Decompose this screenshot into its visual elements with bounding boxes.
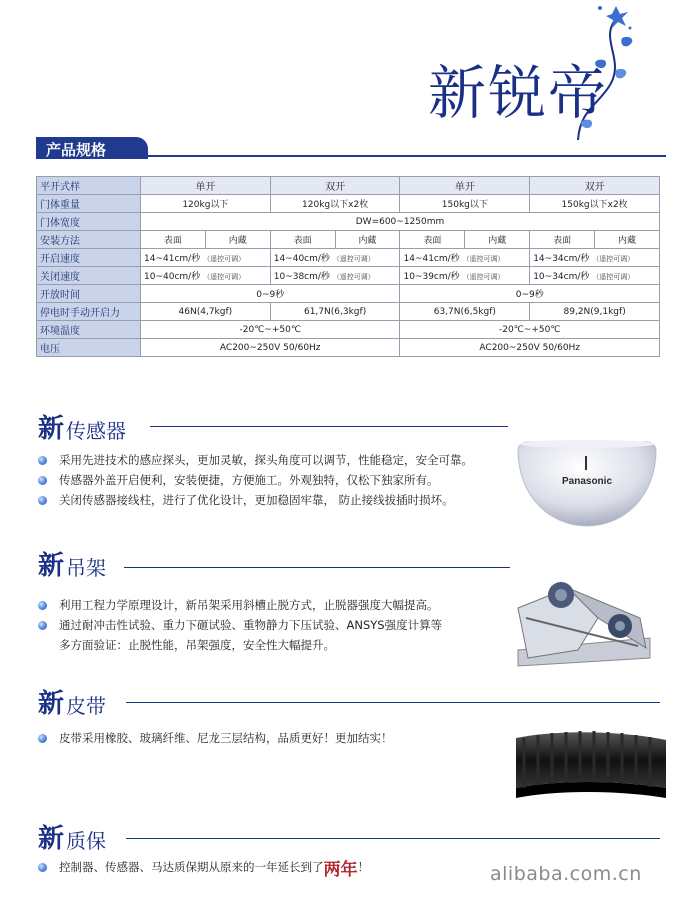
table-cell: DW=600~1250mm	[141, 213, 660, 231]
table-cell: 双开	[530, 177, 660, 195]
warranty-bullet-list	[38, 857, 369, 880]
table-cell	[270, 249, 400, 267]
cell-value: 10~39cm/秒	[403, 272, 460, 282]
list-item-text: 利用工程力学原理设计，新吊架采用斜槽止脱方式，止脱器强度大幅提高。	[59, 598, 439, 612]
table-cell: 120kg以下	[141, 195, 271, 213]
table-cell: 150kg以下	[400, 195, 530, 213]
table-cell	[530, 249, 660, 267]
table-cell: AC200~250V 50/60Hz	[400, 339, 660, 357]
table-row	[37, 321, 660, 339]
table-row	[37, 285, 660, 303]
belt-bullet-list	[38, 728, 393, 748]
list-item-text: 采用先进技术的感应探头，更加灵敏，探头角度可以调节，性能稳定，安全可靠。	[59, 453, 473, 467]
list-item-text: 通过耐冲击性试验、重力下砸试验、重物静力下压试验、ANSYS强度计算等	[59, 618, 443, 632]
row-label: 门体重量	[37, 195, 141, 213]
row-label: 开放时间	[37, 285, 141, 303]
table-cell	[530, 267, 660, 285]
list-item-continuation: 多方面验证：止脱性能，吊架强度，安全性大幅提升。	[59, 638, 335, 652]
cell-value: 14~41cm/秒	[403, 254, 460, 264]
sensor-bullet-list	[38, 450, 473, 510]
table-cell: 内藏	[205, 231, 270, 249]
table-row	[37, 249, 660, 267]
watermark: alibaba.com.cn	[490, 863, 642, 885]
section-title-new: 新	[38, 414, 65, 444]
table-row	[37, 267, 660, 285]
bullet-icon	[38, 476, 47, 485]
table-cell: -20℃~+50℃	[141, 321, 400, 339]
section-title-text: 质保	[66, 829, 107, 853]
bullet-icon	[38, 601, 47, 610]
row-label: 安装方法	[37, 231, 141, 249]
table-cell: 双开	[270, 177, 400, 195]
bullet-icon	[38, 734, 47, 743]
sensor-section-title	[38, 408, 126, 442]
table-row	[37, 177, 660, 195]
list-item-text-end: ！	[357, 860, 369, 874]
table-row	[37, 339, 660, 357]
spec-divider	[146, 155, 666, 157]
hanger-section-title	[38, 545, 106, 579]
brand-title: 新锐帝	[428, 59, 609, 127]
list-item	[38, 470, 473, 490]
cell-note: （遥控可调）	[592, 255, 635, 263]
list-item	[38, 450, 473, 470]
table-cell: 表面	[270, 231, 335, 249]
section-title-text: 传感器	[66, 419, 127, 443]
table-row	[37, 231, 660, 249]
hanger-bullet-list	[38, 595, 442, 655]
row-label: 关闭速度	[37, 267, 141, 285]
belt-section-title	[38, 683, 106, 717]
list-item-text: 控制器、传感器、马达质保期从原来的一年延长到了	[59, 860, 324, 874]
list-item	[38, 595, 442, 615]
table-cell: 内藏	[595, 231, 660, 249]
sensor-product-image	[512, 436, 662, 531]
list-item-text: 皮带采用橡胶、玻璃纤维、尼龙三层结构，品质更好！更加结实！	[59, 731, 393, 745]
table-cell	[141, 267, 271, 285]
section-divider	[124, 567, 510, 568]
cell-note: （遥控可调）	[462, 255, 505, 263]
spec-section-header	[36, 137, 666, 159]
table-cell: 63,7N(6,5kgf)	[400, 303, 530, 321]
table-cell: 表面	[141, 231, 206, 249]
section-title-new: 新	[38, 689, 65, 719]
table-cell: 单开	[141, 177, 271, 195]
table-cell: 表面	[530, 231, 595, 249]
cell-value: 10~40cm/秒	[144, 272, 201, 282]
table-cell: 150kg以下x2枚	[530, 195, 660, 213]
table-cell: 内藏	[335, 231, 400, 249]
bullet-icon	[38, 496, 47, 505]
cell-note: （遥控可调）	[462, 273, 505, 281]
table-cell: 表面	[400, 231, 465, 249]
cell-note: （遥控可调）	[592, 273, 635, 281]
hanger-product-image	[508, 578, 658, 668]
sensor-brand-label: Panasonic	[561, 476, 613, 487]
emphasis-text: 两年	[323, 859, 358, 880]
list-item	[38, 857, 369, 880]
table-cell	[270, 267, 400, 285]
table-cell: 89,2N(9,1kgf)	[530, 303, 660, 321]
section-divider	[126, 702, 660, 703]
table-cell: 61,7N(6,3kgf)	[270, 303, 400, 321]
cell-value: 14~40cm/秒	[273, 254, 330, 264]
bullet-icon	[38, 456, 47, 465]
table-cell: 0~9秒	[141, 285, 400, 303]
bullet-icon	[38, 621, 47, 630]
section-divider	[126, 838, 660, 839]
list-item	[38, 615, 442, 635]
table-cell: 单开	[400, 177, 530, 195]
warranty-section-title	[38, 818, 106, 852]
row-label: 停电时手动开启力	[37, 303, 141, 321]
cell-note: （遥控可调）	[332, 273, 375, 281]
table-cell: -20℃~+50℃	[400, 321, 660, 339]
section-title-text: 吊架	[66, 556, 107, 580]
table-cell	[141, 249, 271, 267]
section-title-text: 皮带	[66, 694, 107, 718]
section-title-new: 新	[38, 824, 65, 854]
cell-note: （遥控可调）	[203, 273, 246, 281]
list-item-text: 关闭传感器接线柱，进行了优化设计，更加稳固牢靠， 防止接线拔插时损坏。	[59, 493, 454, 507]
belt-product-image	[516, 718, 666, 818]
list-item	[38, 490, 473, 510]
row-label: 门体宽度	[37, 213, 141, 231]
list-item-text: 传感器外盖开启便利，安装便捷，方便施工。外观独特，仅松下独家所有。	[59, 473, 439, 487]
cell-value: 14~34cm/秒	[533, 254, 590, 264]
table-row	[37, 195, 660, 213]
bullet-icon	[38, 863, 47, 872]
table-row	[37, 303, 660, 321]
list-item	[38, 728, 393, 748]
row-label: 电压	[37, 339, 141, 357]
spec-tab-label: 产品规格	[36, 137, 148, 159]
table-cell: 0~9秒	[400, 285, 660, 303]
cell-value: 14~41cm/秒	[144, 254, 201, 264]
row-label: 开启速度	[37, 249, 141, 267]
table-cell	[400, 249, 530, 267]
section-title-new: 新	[38, 551, 65, 581]
table-cell: 120kg以下x2枚	[270, 195, 400, 213]
cell-value: 10~38cm/秒	[273, 272, 330, 282]
spec-table	[36, 176, 660, 357]
table-cell	[400, 267, 530, 285]
table-cell: 内藏	[465, 231, 530, 249]
section-divider	[150, 426, 508, 427]
row-label: 平开式样	[37, 177, 141, 195]
table-cell: 46N(4,7kgf)	[141, 303, 271, 321]
row-label: 环境温度	[37, 321, 141, 339]
table-row	[37, 213, 660, 231]
cell-note: （遥控可调）	[203, 255, 246, 263]
table-cell: AC200~250V 50/60Hz	[141, 339, 400, 357]
cell-note: （遥控可调）	[332, 255, 375, 263]
cell-value: 10~34cm/秒	[533, 272, 590, 282]
